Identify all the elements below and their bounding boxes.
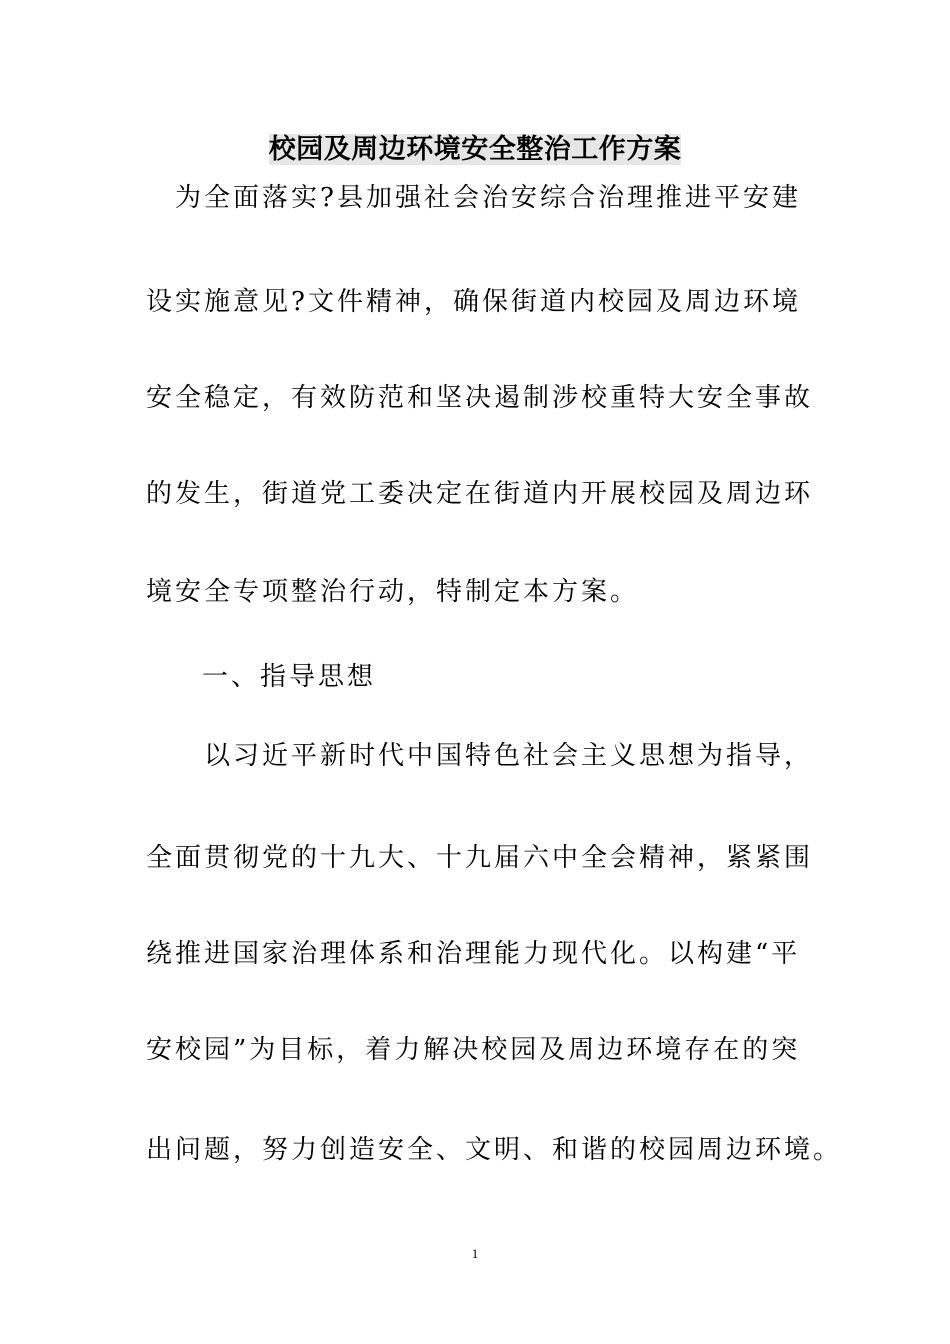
paragraph-line: 以习近平新时代中国特色社会主义思想为指导， xyxy=(204,741,814,771)
paragraph-line: 安全稳定，有效防范和坚决遏制涉校重特大安全事故 xyxy=(146,383,814,413)
document-title xyxy=(0,130,950,170)
paragraph-line: 为全面落实?县加强社会治安综合治理推进平安建 xyxy=(175,183,801,213)
paragraph-line: 设实施意见?文件精神，确保街道内校园及周边环境 xyxy=(146,287,801,317)
paragraph-line: 的发生，街道党工委决定在街道内开展校园及周边环 xyxy=(146,479,814,509)
paragraph-line: 全面贯彻党的十九大、十九届六中全会精神，紧紧围 xyxy=(146,843,814,873)
paragraph-line: 绕推进国家治理体系和治理能力现代化。以构建“平 xyxy=(146,939,801,969)
section-heading: 一、指导思想 xyxy=(202,662,377,692)
document-title-text: 校园及周边环境安全整治工作方案 xyxy=(268,134,682,165)
paragraph-line: 境安全专项整治行动，特制定本方案。 xyxy=(146,577,640,607)
paragraph-line: 出问题，努力创造安全、文明、和谐的校园周边环境。 xyxy=(146,1135,843,1165)
paragraph-line: 安校园”为目标，着力解决校园及周边环境存在的突 xyxy=(146,1035,801,1065)
page-number: 1 xyxy=(471,1246,479,1261)
